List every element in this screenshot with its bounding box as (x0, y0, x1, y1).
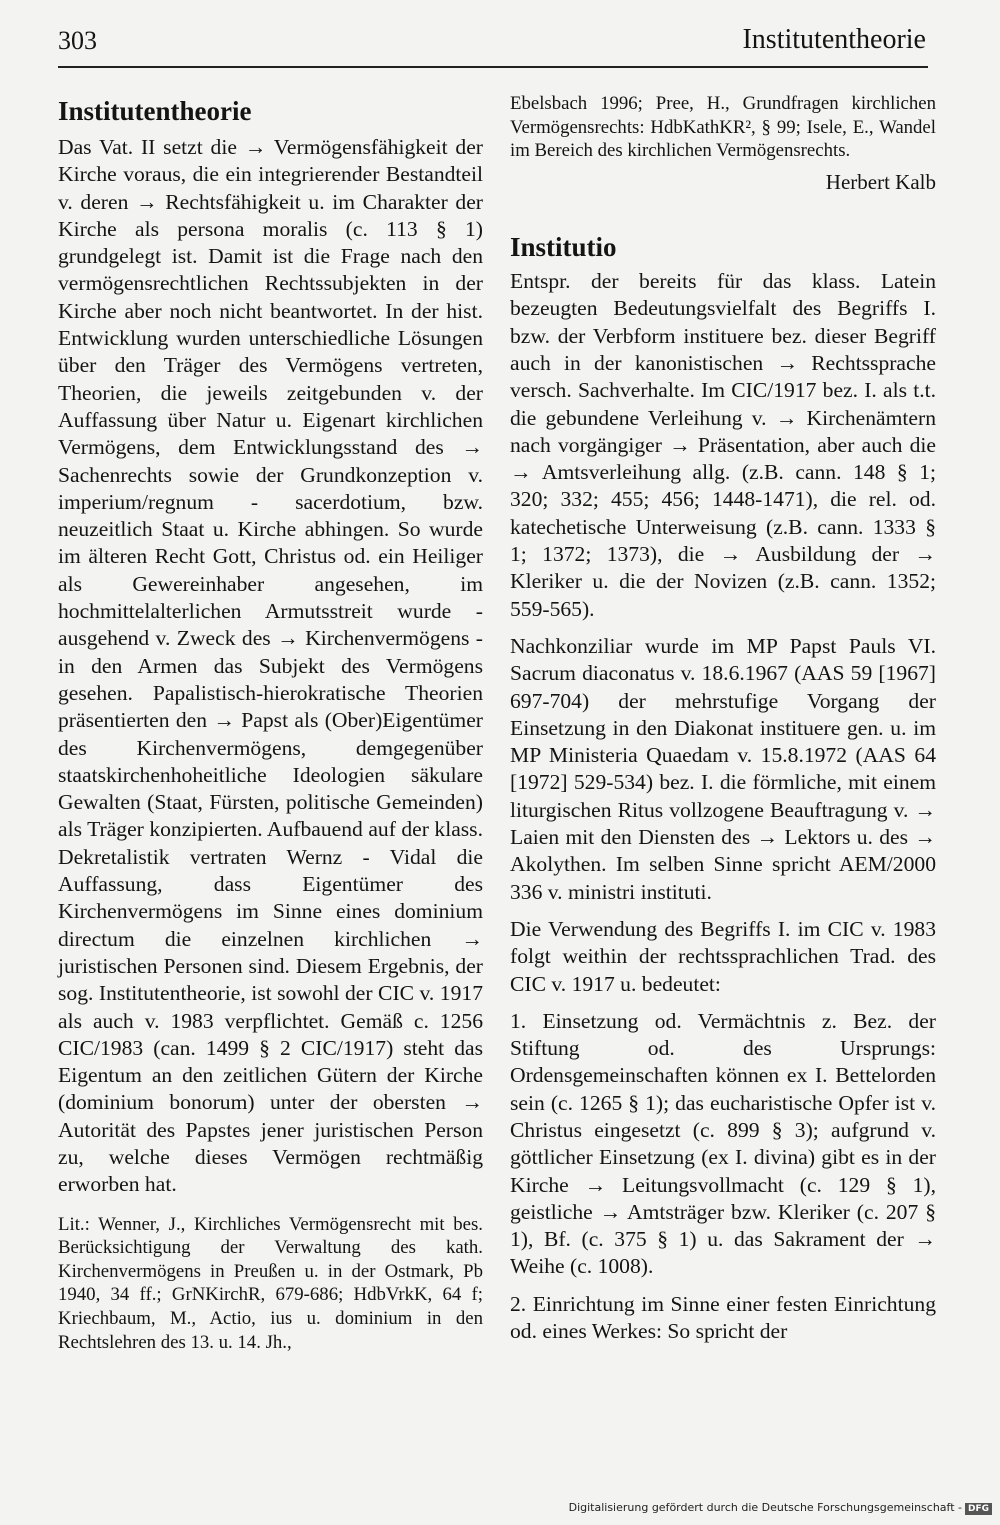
paragraph: Die Verwendung des Begriffs I. im CIC v. 1983 folgt weithin der rechtssprachlichen Trad. des CIC v. 1917 u. bedeutet: (510, 916, 936, 996)
paragraph: 2. Einrichtung im Sinne einer festen Einrichtung od. eines Werkes: So spricht der (510, 1291, 936, 1344)
dfg-logo: DFG (965, 1503, 992, 1515)
running-head: Institutentheorie (742, 24, 926, 55)
paragraph: Entspr. der bereits für das klass. Latein bezeugten Bedeutungsvielfalt des Begriffs I. bzw. der Verbform instituere bez. dieser Begriff auch in der kanonistischen → Rechtssprache versch. Sachverhalte. Im CIC/1917 bez. I. als t.t. die gebundene Verleihung v. → Kirchenämtern nach vorgängiger → Präsentation, aber auch die → Amtsverleihung allg. (z.B. cann. 148 § 1; 320; 332; 455; 456; 1448-1471), die rel. od. katechetische Unterweisung (z.B. cann. 1333 § 1; 1372; 1373), die → Ausbildung der → Kleriker u. die der Novizen (z.B. cann. 1352; 559-565). (510, 269, 936, 621)
left-column (58, 92, 483, 1354)
header-rule (58, 66, 928, 68)
author: Herbert Kalb (825, 169, 936, 194)
literature-continued: Ebelsbach 1996; Pree, H., Grundfragen kirchlichen Vermögensrechts: HdbKathKR², § 99; Isele, E., Wandel im Bereich des kirchlichen Vermögensrechts. (510, 93, 936, 162)
entry-title-institutentheorie: Institutentheorie (58, 96, 252, 126)
literature: Lit.: Wenner, J., Kirchliches Vermögensrecht mit bes. Berücksichtigung der Verwaltung des kath. Kirchenvermögens in Preußen u. in der Ostmark, Pb 1940, 34 ff.; GrNKirchR, 679-686; HdbVrkK, 64 f; Kriechbaum, M., Actio, ius u. dominium in den Rechtslehren des 13. u. 14. Jh., (58, 1213, 483, 1353)
entry-body: Das Vat. II setzt die → Vermögensfähigkeit der Kirche voraus, die ein integrierender Bestandteil v. deren → Rechtsfähigkeit u. im Charakter der Kirche als persona moralis (c. 113 § 1) grundgelegt ist. Damit ist die Frage nach den vermögensrechtlichen Rechtssubjekten in der Kirche aber noch nicht beantwortet. In der hist. Entwicklung wurden unterschiedliche Lösungen über den Träger des Vermögens vertreten, Theorien, die jeweils zeitgebunden v. der Auffassung über Natur u. Eigenart kirchlichen Vermögens, dem Entwicklungsstand des → Sachenrechts sowie der Grundkonzeption v. imperium/regnum - sacerdotium, bzw. neuzeitlich Staat u. Kirche abhingen. So wurde im älteren Recht Gott, Christus od. ein Heiliger als Gewereinhaber angesehen, im hochmittelalterlichen Armutsstreit wurde - ausgehend v. Zweck des → Kirchenvermögens - in den Armen das Subjekt des Vermögens gesehen. Papalistisch-hierokratische Theorien präsentierten den → Papst als (Ober)Eigentümer des Kirchenvermögens, demgegenüber staatskirchenhoheitliche Ideologien säkulare Gewalten (Staat, Fürsten, politische Gemeinden) als Träger konzipierten. Aufbauend auf der klass. Dekretalistik vertraten Wernz - Vidal die Auffassung, dass Eigentümer des Kirchenvermögens im Sinne eines dominium directum die einzelnen kirchlichen → juristischen Personen sind. Diesem Ergebnis, der sog. Institutentheorie, ist sowohl der CIC v. 1917 als auch v. 1983 verpflichtet. Gemäß c. 1256 CIC/1983 (can. 1499 § 2 CIC/1917) steht das Eigentum an den zeitlichen Gütern der Kirche (dominium bonorum) unter der obersten → Autorität des Papstes jener juristischen Person zu, welche dieses Vermögen rechtmäßig erworben hat. (58, 135, 483, 1197)
paragraph: Nachkonziliar wurde im MP Papst Pauls VI. Sacrum diaconatus v. 18.6.1967 (AAS 59 [1967] 697-704) der mehrstufige Vorgang der Einsetzung in den Diakonat instituere gen. u. im MP Ministeria Quaedam v. 15.8.1972 (AAS 64 [1972] 529-534) bez. I. die förmliche, mit einem liturgischen Ritus vollzogene Beauftragung v. → Laien mit den Diensten des → Lektors u. des → Akolythen. Im selben Sinne spricht AEM/2000 336 v. ministri instituti. (510, 633, 936, 904)
paragraph: 1. Einsetzung od. Vermächtnis z. Bez. der Stiftung od. des Ursprungs: Ordensgemeinschaften können ex I. Bettelorden sein (c. 1265 § 1); das eucharistische Opfer ist v. Christus eingesetzt (c. 899 § 3); aufgrund v. göttlicher Einsetzung (ex I. divina) gibt es in der Kirche → Leitungsvollmacht (c. 129 § 1), geistliche → Amtsträger bzw. Kleriker (c. 207 § 1), Bf. (c. 375 § 1) u. das Sakrament der → Weihe (c. 1008). (510, 1008, 936, 1279)
page-number: 303 (58, 26, 97, 55)
footer-credit (569, 1501, 992, 1515)
entry-title-institutio: Institutio (510, 232, 617, 263)
footer-text: Digitalisierung gefördert durch die Deutsche Forschungsgemeinschaft - (568, 1501, 962, 1514)
right-column (510, 92, 936, 1345)
